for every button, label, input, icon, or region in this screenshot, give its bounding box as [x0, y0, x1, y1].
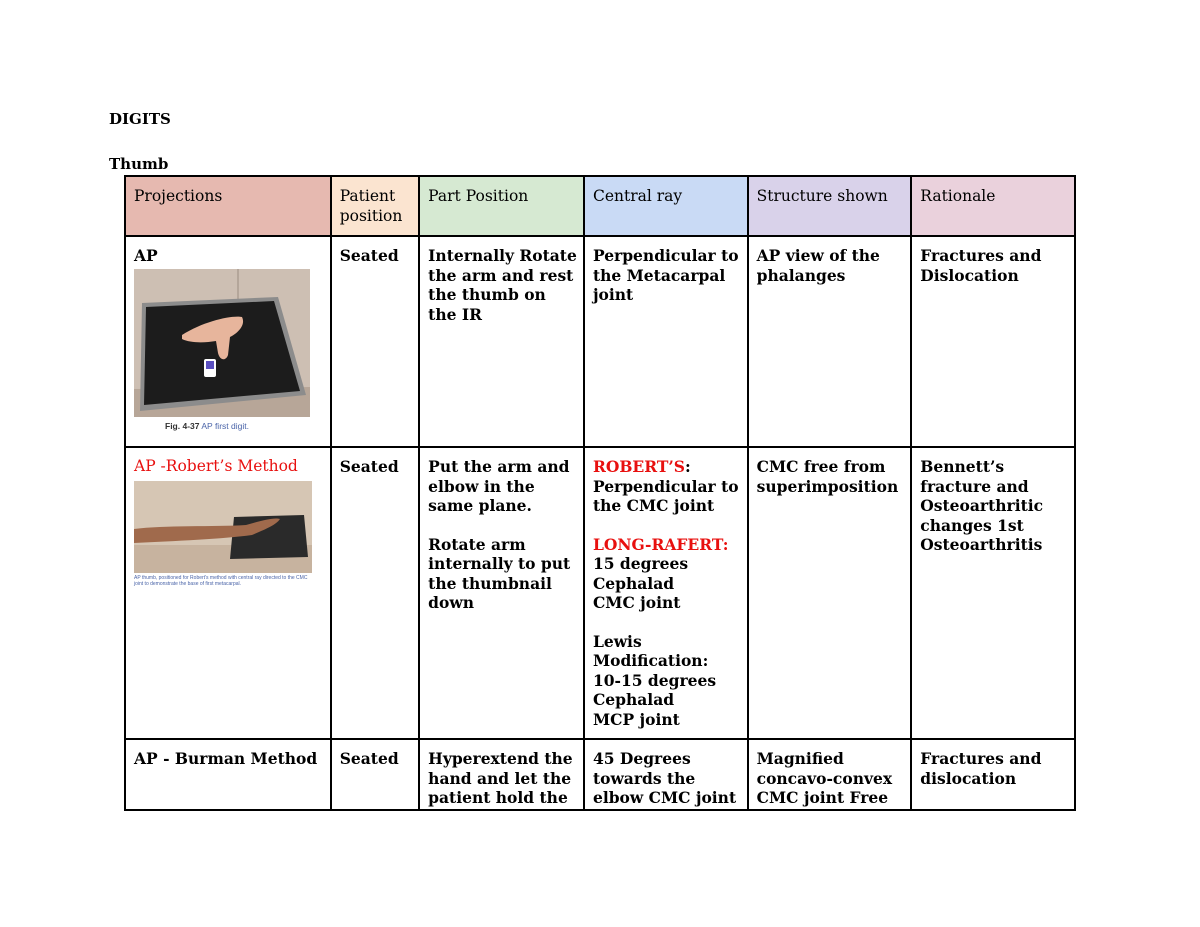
cell-projection: AP - Burman Method: [125, 739, 331, 810]
table-row: [125, 447, 1075, 739]
header-structure-shown: Structure shown: [748, 176, 912, 236]
cell-central-ray: 45 Degrees towards the elbow CMC joint: [584, 739, 748, 810]
cell-part-position: Hyperextend the hand and let the patient hold the: [419, 739, 584, 810]
header-rationale: Rationale: [911, 176, 1075, 236]
section-heading: DIGITS: [109, 110, 171, 128]
subsection-heading: Thumb: [109, 155, 169, 173]
cell-part-position: [419, 447, 584, 739]
roberts-method-illustration: [134, 481, 312, 573]
ap-thumb-illustration: [134, 269, 310, 417]
part-position-step: Put the arm and elbow in the same plane.: [428, 457, 570, 515]
projection-name: AP: [134, 246, 158, 265]
roberts-label: ROBERT’S: [592, 457, 685, 476]
projections-table: [124, 175, 1076, 811]
table-row: [125, 236, 1075, 447]
long-rafert-angle: 15 degrees: [592, 554, 689, 573]
cell-patient-position: Seated: [331, 739, 419, 810]
projection-name: AP -Robert’s Method: [134, 457, 298, 475]
roberts-angle: Perpendicular to the CMC joint: [592, 476, 739, 515]
roberts-colon: :: [684, 457, 691, 476]
cell-projection: [125, 236, 331, 447]
cell-part-position: Internally Rotate the arm and rest the thumb on the IR: [419, 236, 584, 447]
lewis-angle: 10-15 degrees: [592, 670, 717, 690]
header-central-ray: Central ray: [584, 176, 748, 236]
header-row: [125, 176, 1075, 236]
lewis-direction: Cephalad: [592, 690, 675, 709]
cell-structure-shown: Magnified concavo-convex CMC joint Free: [748, 739, 912, 810]
header-part-position: Part Position: [419, 176, 584, 236]
cell-structure-shown: CMC free from superimposition: [748, 447, 912, 739]
cell-central-ray: [584, 447, 748, 739]
cell-rationale: Bennett’s fracture and Osteoarthritic changes 1st Osteoarthritis: [911, 447, 1075, 739]
cell-rationale: Fractures and Dislocation: [911, 236, 1075, 447]
ap-thumb-photo: [134, 269, 310, 417]
long-rafert-label: LONG-RAFERT:: [592, 534, 729, 554]
cell-rationale: Fractures and dislocation: [911, 739, 1075, 810]
cell-patient-position: Seated: [331, 236, 419, 447]
long-rafert-target: CMC joint: [592, 593, 681, 612]
figure-caption: [165, 421, 324, 432]
long-rafert-direction: Cephalad: [592, 573, 675, 593]
part-position-step: Rotate arm internally to put the thumbnail down: [428, 534, 571, 612]
roberts-method-photo: [134, 481, 312, 573]
cell-structure-shown: AP view of the phalanges: [748, 236, 912, 447]
header-projections: Projections: [125, 176, 331, 236]
lewis-label-cont: Modification:: [592, 651, 709, 670]
figure-caption: AP thumb, positioned for Robert's method with central ray directed to the CMC joint to demonstrate the base of first metacarpal.: [134, 574, 308, 587]
header-patient-position: Patient position: [331, 176, 419, 236]
cell-central-ray: Perpendicular to the Metacarpal joint: [584, 236, 748, 447]
cell-projection: [125, 447, 331, 739]
table-row: [125, 739, 1075, 810]
figure-caption-text: AP first digit.: [201, 420, 249, 431]
figure-number: Fig. 4-37: [165, 420, 200, 431]
cell-patient-position: Seated: [331, 447, 419, 739]
lewis-label: Lewis: [592, 631, 642, 651]
lewis-target: MCP joint: [592, 709, 680, 729]
